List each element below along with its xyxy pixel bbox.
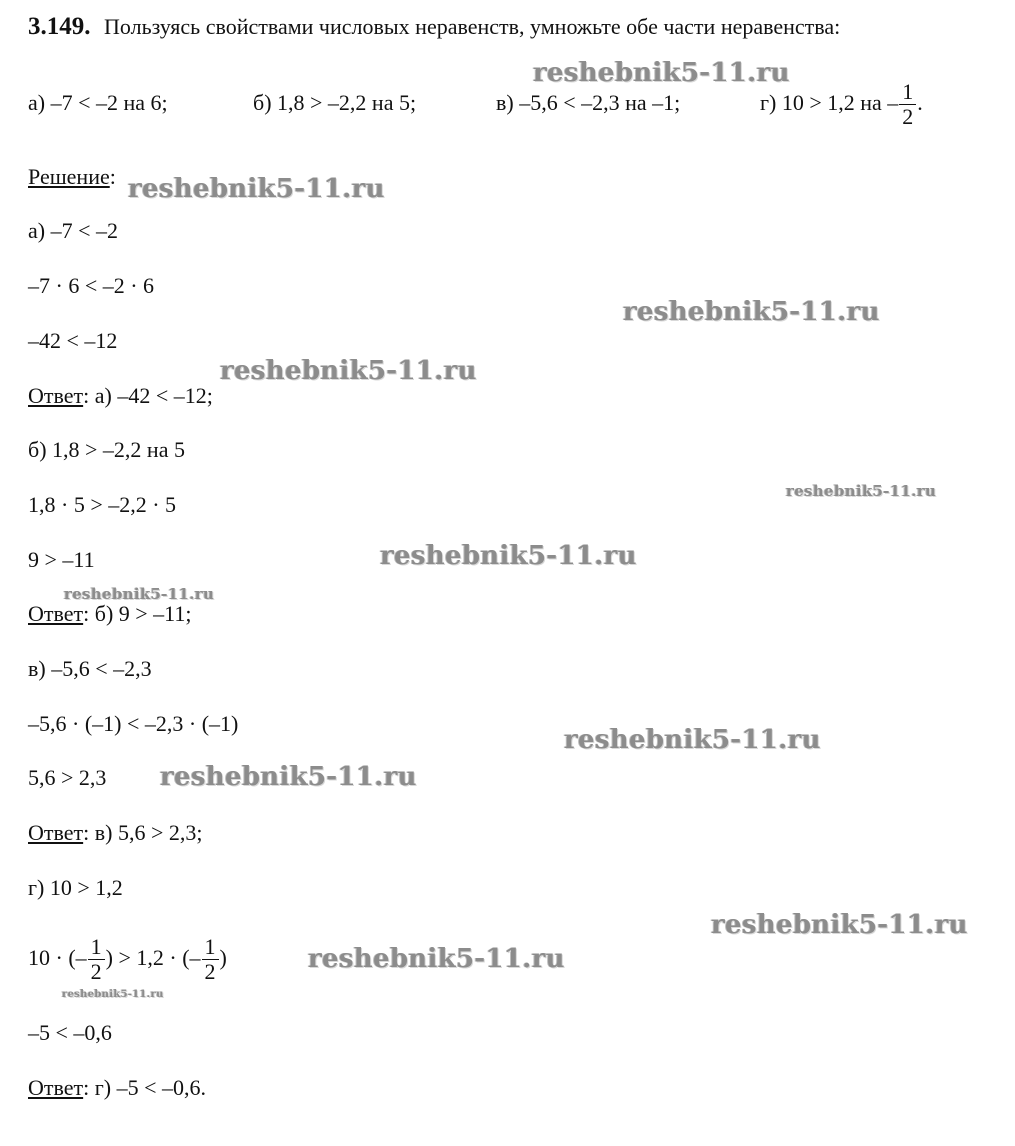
watermark: reshebnik5-11.ru <box>220 356 477 386</box>
solution-heading <box>28 164 116 190</box>
solution-v-line3: 5,6 > 2,3 <box>28 765 107 790</box>
fraction-numerator: 1 <box>88 935 105 960</box>
fraction-numerator: 1 <box>202 935 219 960</box>
fraction <box>88 935 105 984</box>
watermark: reshebnik5-11.ru <box>308 944 565 974</box>
solution-v-answer <box>28 820 203 846</box>
expression-part: 10 · (– <box>28 945 87 970</box>
watermark: reshebnik5-11.ru <box>128 174 385 204</box>
task-item-g-text: г) 10 > 1,2 на – <box>760 90 899 115</box>
solution-v-line1: в) –5,6 < –2,3 <box>28 656 152 681</box>
solution-v-line2: –5,6 · (–1) < –2,3 · (–1) <box>28 711 239 736</box>
task-item-b: б) 1,8 > –2,2 на 5; <box>253 90 417 115</box>
solution-g-line3: –5 < –0,6 <box>28 1020 112 1045</box>
fraction-denominator: 2 <box>90 959 102 985</box>
watermark: reshebnik5-11.ru <box>711 910 968 940</box>
answer-label: Ответ <box>28 820 84 845</box>
expression-part: ) > 1,2 · (– <box>105 945 201 970</box>
fraction-denominator: 2 <box>204 959 216 985</box>
solution-a-line2: –7 · 6 < –2 · 6 <box>28 273 155 298</box>
watermark: reshebnik5-11.ru <box>564 725 821 755</box>
solution-a-line1: а) –7 < –2 <box>28 218 118 243</box>
fraction <box>202 935 219 984</box>
solution-b-line3: 9 > –11 <box>28 547 95 572</box>
answer-text: : в) 5,6 > 2,3; <box>83 820 203 845</box>
fraction-numerator: 1 <box>899 80 916 105</box>
solution-heading-colon: : <box>109 164 116 189</box>
answer-text: : г) –5 < –0,6. <box>83 1075 207 1100</box>
answer-text: : б) 9 > –11; <box>83 601 192 626</box>
solution-a-line3: –42 < –12 <box>28 328 118 353</box>
solution-heading-word: Решение <box>28 164 110 189</box>
watermark: reshebnik5-11.ru <box>62 989 164 1000</box>
watermark: reshebnik5-11.ru <box>160 762 417 792</box>
solution-a-answer <box>28 383 213 409</box>
solution-g-answer <box>28 1075 206 1101</box>
solution-b-answer <box>28 601 191 627</box>
watermark: reshebnik5-11.ru <box>533 58 790 88</box>
answer-text: : а) –42 < –12; <box>83 383 213 408</box>
task-text: Пользуясь свойствами числовых неравенств, умножьте обе части неравенства: <box>104 14 841 39</box>
expression-part: ) <box>219 945 227 970</box>
task-item-v: в) –5,6 < –2,3 на –1; <box>496 90 681 115</box>
answer-label: Ответ <box>28 601 84 626</box>
answer-label: Ответ <box>28 1075 84 1100</box>
answer-label: Ответ <box>28 383 84 408</box>
solution-b-line1: б) 1,8 > –2,2 на 5 <box>28 437 185 462</box>
watermark: reshebnik5-11.ru <box>64 585 215 603</box>
solution-g-line2 <box>28 931 227 985</box>
task-item-a: а) –7 < –2 на 6; <box>28 90 168 115</box>
task-number: 3.149. <box>28 13 91 40</box>
task-header <box>28 14 840 40</box>
solution-g-line1: г) 10 > 1,2 <box>28 875 123 900</box>
task-item-g-fraction <box>899 80 916 129</box>
watermark: reshebnik5-11.ru <box>786 482 937 500</box>
task-item-g-end: . <box>917 90 923 115</box>
solution-b-line2: 1,8 · 5 > –2,2 · 5 <box>28 492 177 517</box>
fraction-denominator: 2 <box>902 104 914 130</box>
watermark: reshebnik5-11.ru <box>623 297 880 327</box>
watermark: reshebnik5-11.ru <box>380 541 637 571</box>
